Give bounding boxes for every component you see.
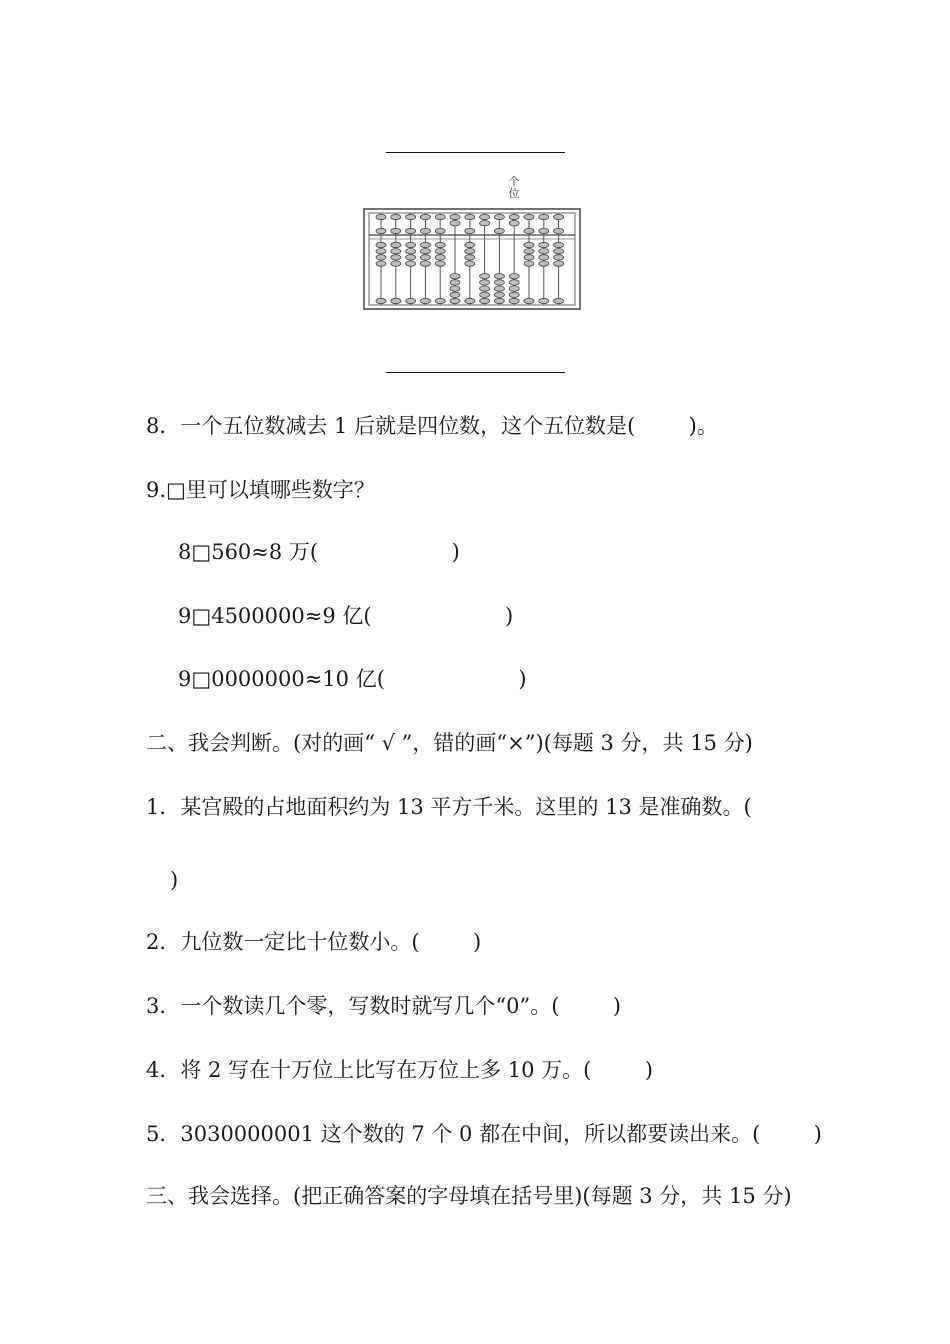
abacus-bead-lower — [554, 242, 564, 247]
abacus-bead-lower — [494, 286, 504, 291]
abacus-bead-upper — [376, 214, 386, 219]
judge-question-1: 1．某宫殿的占地面积约为 13 平方千米。这里的 13 是准确数。( — [146, 795, 752, 819]
abacus-bead-lower — [450, 274, 460, 279]
abacus-bead-upper — [435, 228, 445, 233]
question-8: 8．一个五位数减去 1 后就是四位数，这个五位数是( )。 — [146, 414, 718, 438]
abacus-bead-lower — [420, 298, 430, 303]
abacus-bead-upper — [524, 228, 534, 233]
abacus-bead-lower — [524, 298, 534, 303]
abacus-bead-lower — [554, 249, 564, 254]
abacus-bead-lower — [494, 292, 504, 297]
abacus-bead-lower — [435, 255, 445, 260]
abacus-bead-lower — [376, 298, 386, 303]
abacus-bead-upper — [465, 228, 475, 233]
abacus-bead-lower — [406, 242, 416, 247]
abacus-bead-lower — [465, 261, 475, 266]
abacus-bead-lower — [391, 261, 401, 266]
abacus-bead-lower — [450, 280, 460, 285]
abacus-bead-lower — [494, 274, 504, 279]
abacus-bead-upper — [480, 214, 490, 219]
abacus-bead-lower — [406, 298, 416, 303]
abacus-bead-lower — [539, 298, 549, 303]
abacus-bead-lower — [539, 242, 549, 247]
section-3-heading: 三、我会选择。(把正确答案的字母填在括号里)(每题 3 分，共 15 分) — [146, 1184, 792, 1208]
abacus-bead-upper — [406, 214, 416, 219]
abacus-bead-lower — [480, 280, 490, 285]
judge-question-1-paren: ) — [170, 868, 179, 892]
abacus-bead-upper — [420, 228, 430, 233]
abacus-bead-lower — [554, 261, 564, 266]
abacus-bead-upper — [406, 228, 416, 233]
abacus-bead-upper — [554, 214, 564, 219]
judge-question-2: 2．九位数一定比十位数小。( ) — [146, 930, 482, 954]
abacus-bead-lower — [524, 255, 534, 260]
abacus-bead-lower — [465, 249, 475, 254]
abacus-bead-lower — [376, 249, 386, 254]
abacus-bead-lower — [465, 298, 475, 303]
abacus-bead-upper — [539, 228, 549, 233]
abacus-bead-lower — [509, 274, 519, 279]
question-9: 9.□里可以填哪些数字？ — [146, 478, 375, 502]
abacus-bead-lower — [376, 255, 386, 260]
abacus-bead-lower — [420, 242, 430, 247]
abacus-bead-lower — [450, 292, 460, 297]
abacus-bead-lower — [406, 249, 416, 254]
abacus-bead-lower — [539, 255, 549, 260]
abacus-bead-lower — [435, 249, 445, 254]
abacus-bead-lower — [524, 249, 534, 254]
abacus-bead-lower — [509, 292, 519, 297]
abacus-bead-upper — [435, 214, 445, 219]
abacus-bead-upper — [376, 228, 386, 233]
abacus-bead-upper — [524, 214, 534, 219]
abacus-frame-inner — [369, 213, 575, 305]
answer-blank-line-bottom[interactable] — [386, 372, 565, 373]
abacus-bead-lower — [480, 286, 490, 291]
abacus-bead-lower — [524, 242, 534, 247]
abacus-bead-lower — [539, 249, 549, 254]
abacus-bead-lower — [450, 298, 460, 303]
judge-question-5: 5．3030000001 这个数的 7 个 0 都在中间，所以都要读出来。( ) — [146, 1122, 822, 1146]
judge-question-3: 3．一个数读几个零，写数时就写几个“0”。( ) — [146, 994, 621, 1018]
abacus-bead-lower — [420, 255, 430, 260]
abacus-bead-lower — [450, 286, 460, 291]
abacus-bead-upper — [494, 228, 504, 233]
abacus-place-label: 个 位 — [508, 175, 520, 200]
abacus-frame-outer — [364, 209, 580, 309]
abacus-bead-upper — [420, 214, 430, 219]
abacus-bead-lower — [391, 255, 401, 260]
abacus-bead-lower — [554, 298, 564, 303]
abacus-bead-lower — [465, 255, 475, 260]
abacus-bead-lower — [406, 261, 416, 266]
question-9-item-c: 9□0000000≈10 亿( ) — [178, 667, 527, 691]
abacus-bead-upper — [391, 228, 401, 233]
question-9-item-a: 8□560≈8 万( ) — [178, 540, 460, 564]
abacus-bead-lower — [465, 242, 475, 247]
abacus-bead-lower — [509, 298, 519, 303]
abacus-bead-lower — [494, 298, 504, 303]
abacus-bead-lower — [391, 249, 401, 254]
abacus-bead-lower — [480, 292, 490, 297]
abacus-bead-lower — [494, 280, 504, 285]
abacus-bead-lower — [524, 261, 534, 266]
abacus-bead-upper — [465, 214, 475, 219]
abacus-bead-lower — [539, 261, 549, 266]
judge-question-4: 4．将 2 写在十万位上比写在万位上多 10 万。( ) — [146, 1058, 653, 1082]
abacus-bead-lower — [391, 242, 401, 247]
section-2-heading: 二、我会判断。(对的画“ √ ”，错的画“×”)(每题 3 分，共 15 分) — [146, 731, 753, 755]
abacus-bead-lower — [480, 298, 490, 303]
abacus-bead-upper — [539, 214, 549, 219]
abacus-bead-lower — [420, 249, 430, 254]
abacus-bead-lower — [406, 255, 416, 260]
abacus-bead-lower — [435, 242, 445, 247]
abacus-bead-upper — [450, 214, 460, 219]
abacus-bead-lower — [554, 255, 564, 260]
abacus-bead-lower — [509, 280, 519, 285]
abacus-bead-upper — [450, 221, 460, 226]
abacus-bead-lower — [376, 261, 386, 266]
abacus-bead-upper — [509, 221, 519, 226]
abacus-bead-lower — [420, 261, 430, 266]
abacus-bead-lower — [435, 261, 445, 266]
abacus-bead-lower — [391, 298, 401, 303]
abacus-bead-upper — [480, 221, 490, 226]
abacus-bead-lower — [509, 286, 519, 291]
abacus-bead-upper — [509, 214, 519, 219]
question-9-item-b: 9□4500000≈9 亿( ) — [178, 604, 514, 628]
abacus-bead-upper — [554, 228, 564, 233]
abacus-bead-upper — [391, 214, 401, 219]
abacus-bead-lower — [480, 274, 490, 279]
answer-blank-line-top[interactable] — [386, 152, 565, 153]
abacus-bead-lower — [376, 242, 386, 247]
abacus-bead-upper — [494, 214, 504, 219]
abacus-bead-lower — [435, 298, 445, 303]
